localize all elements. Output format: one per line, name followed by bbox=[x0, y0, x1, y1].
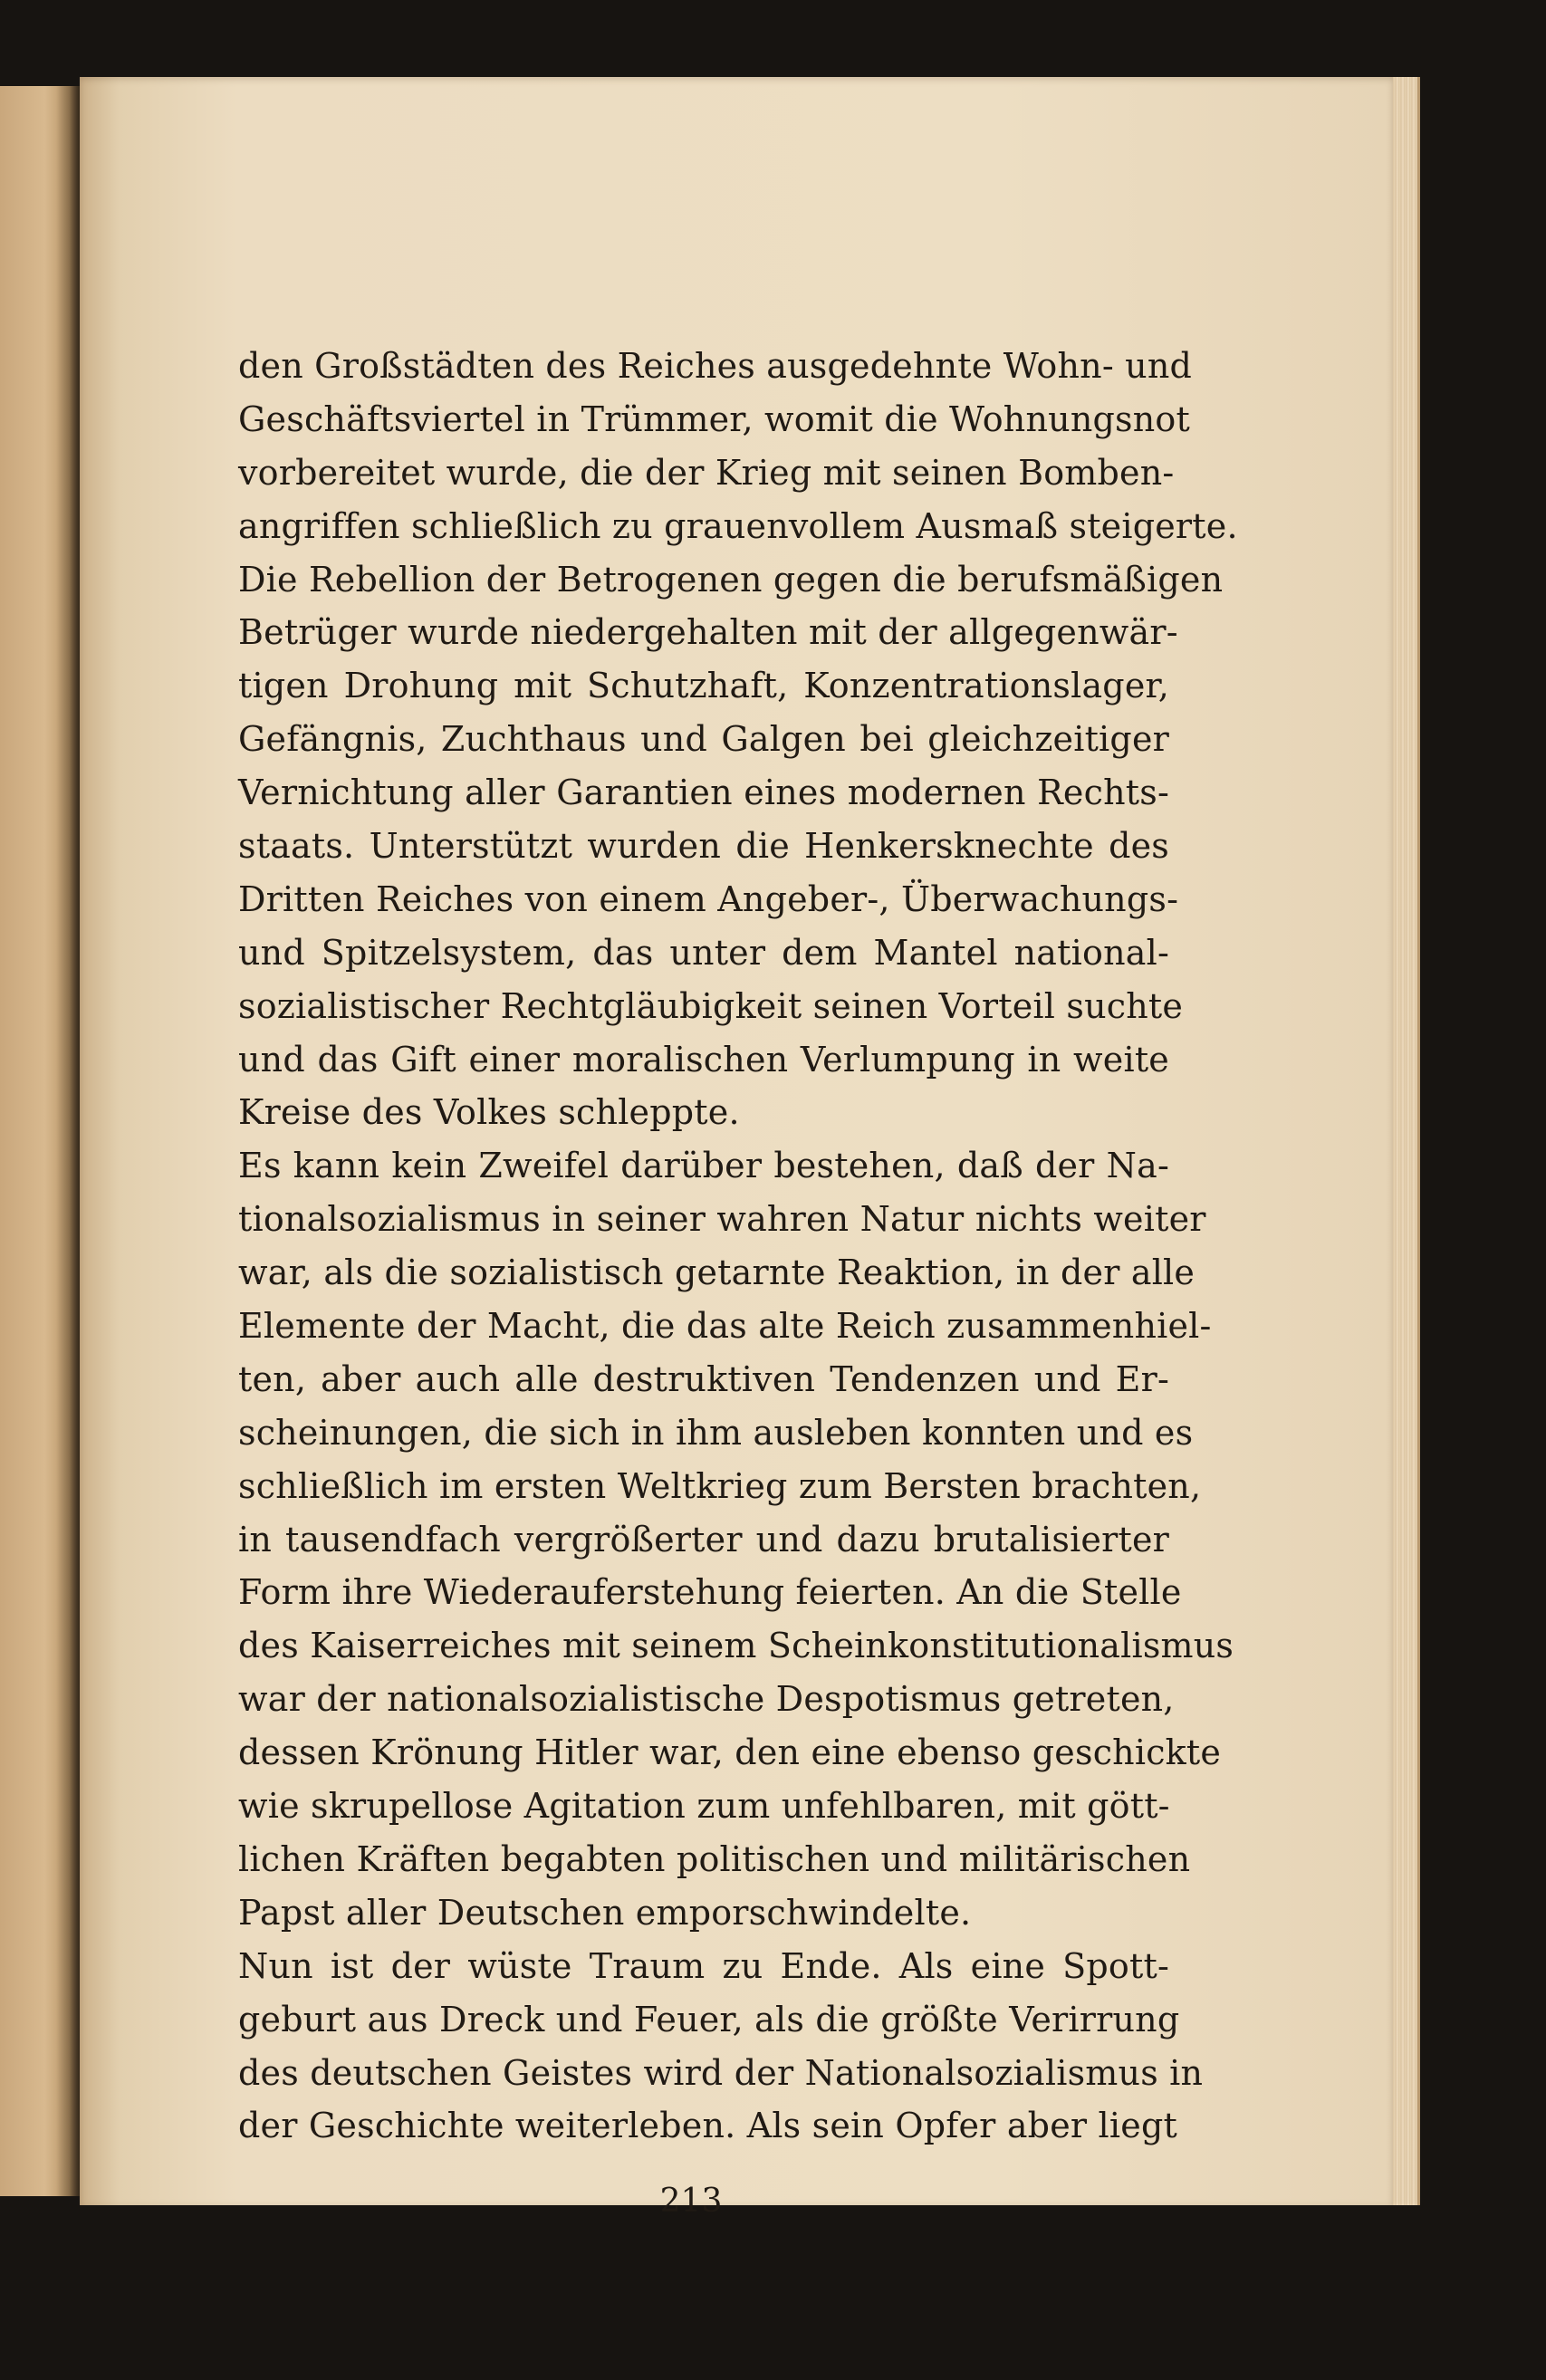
text-line: war, als die sozialistisch getarnte Reaktion, in der alle bbox=[238, 1252, 1196, 1293]
text-line: Form ihre Wiederauferstehung feierten. An die Stelle bbox=[238, 1572, 1182, 1613]
text-line: Kreise des Volkes schleppte. bbox=[238, 1092, 740, 1133]
text-line: Dritten Reiches von einem Angeber-, Überwachungs- bbox=[238, 878, 1179, 919]
text-line: dessen Krönung Hitler war, den eine ebenso geschickte bbox=[238, 1732, 1222, 1773]
page-number: 213 bbox=[659, 2183, 723, 2220]
text-line: geburt aus Dreck und Feuer, als die größte Verirrung bbox=[238, 1999, 1180, 2039]
text-line: in tausendfach vergrößerter und dazu brutalisierter bbox=[238, 1519, 1169, 1559]
text-line: und Spitzelsystem, das unter dem Mantel national- bbox=[238, 932, 1169, 973]
text-line: lichen Kräften begabten politischen und militärischen bbox=[238, 1838, 1191, 1879]
text-line: Die Rebellion der Betrogenen gegen die berufsmäßigen bbox=[238, 559, 1224, 600]
text-line: den Großstädten des Reiches ausgedehnte Wohn- und bbox=[238, 346, 1193, 386]
book-page bbox=[80, 77, 1393, 2220]
text-line: des deutschen Geistes wird der Nationalsozialismus in bbox=[238, 2052, 1204, 2093]
text-line: Es kann kein Zweifel darüber bestehen, daß der Na- bbox=[238, 1146, 1169, 1186]
text-line: wie skrupellose Agitation zum unfehlbaren, mit gött- bbox=[238, 1786, 1170, 1827]
text-line: Geschäftsviertel in Trümmer, womit die Wohnungsnot bbox=[238, 398, 1190, 439]
text-line: Vernichtung aller Garantien eines modernen Rechts- bbox=[238, 773, 1169, 813]
text-line: scheinungen, die sich in ihm ausleben konnten und es bbox=[238, 1412, 1194, 1453]
text-line: der Geschichte weiterleben. Als sein Opfer aber liegt bbox=[238, 2106, 1177, 2146]
text-line: sozialistischer Rechtgläubigkeit seinen Vorteil suchte bbox=[238, 985, 1184, 1026]
text-line: angriffen schließlich zu grauenvollem Ausmaß steigerte. bbox=[238, 505, 1238, 546]
text-line: Betrüger wurde niedergehalten mit der allgegenwär- bbox=[238, 612, 1178, 653]
body-text bbox=[238, 340, 1238, 2153]
text-line: Gefängnis, Zuchthaus und Galgen bei gleichzeitiger bbox=[238, 719, 1169, 760]
text-line: schließlich im ersten Weltkrieg zum Bersten brachten, bbox=[238, 1465, 1202, 1506]
text-line: tigen Drohung mit Schutzhaft, Konzentrationslager, bbox=[238, 666, 1169, 706]
text-line: war der nationalsozialistische Despotismus getreten, bbox=[238, 1679, 1175, 1720]
text-line: tionalsozialismus in seiner wahren Natur nichts weiter bbox=[238, 1199, 1206, 1240]
text-line: des Kaiserreiches mit seinem Scheinkonstitutionalismus bbox=[238, 1626, 1234, 1666]
text-line: staats. Unterstützt wurden die Henkersknechte des bbox=[238, 826, 1169, 867]
text-line: und das Gift einer moralischen Verlumpung in weite bbox=[238, 1039, 1169, 1080]
text-line: Elemente der Macht, die das alte Reich zusammenhiel- bbox=[238, 1306, 1212, 1347]
text-line: Papst aller Deutschen emporschwindelte. bbox=[238, 1892, 972, 1933]
text-line: vorbereitet wurde, die der Krieg mit seinen Bomben- bbox=[238, 452, 1175, 493]
text-line: Nun ist der wüste Traum zu Ende. Als eine Spott- bbox=[238, 1945, 1169, 1986]
text-line: ten, aber auch alle destruktiven Tendenzen und Er- bbox=[238, 1358, 1169, 1399]
